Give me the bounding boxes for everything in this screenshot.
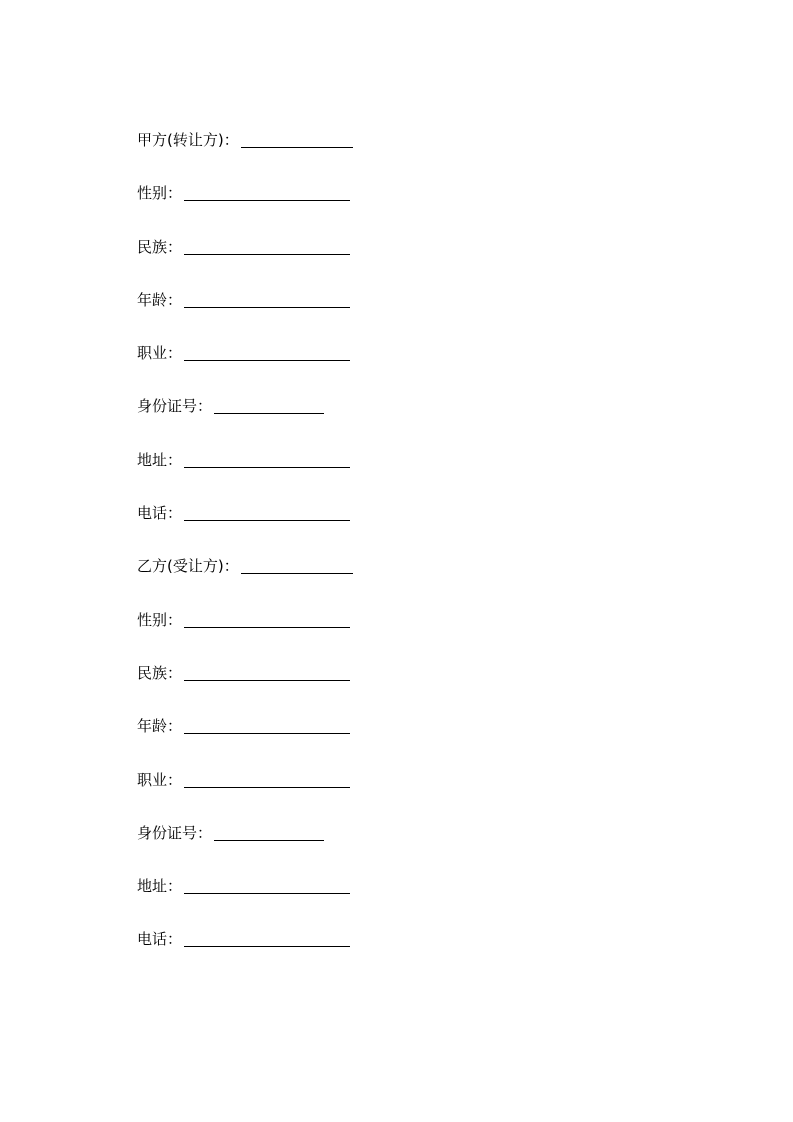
party-b-id-number-blank[interactable] [214,821,324,841]
party-b-age-row [137,714,353,767]
party-b-ethnicity-label: 民族： [137,663,183,682]
party-b-occupation-label: 职业： [137,770,183,789]
party-a-gender-label: 性别： [137,184,183,203]
party-b-gender-label: 性别： [137,610,183,629]
party-a-id-number-label: 身份证号： [137,397,213,416]
party-a-phone-row [137,501,353,554]
party-b-address-label: 地址： [137,877,183,896]
party-a-ethnicity-row [137,235,353,288]
party-a-occupation-row [137,341,353,394]
party-a-gender-row [137,181,353,234]
party-a-address-row [137,448,353,501]
party-a-age-label: 年龄： [137,290,183,309]
contract-party-fields [137,128,353,981]
party-a-title-label: 甲方(转让方)： [137,131,239,149]
party-a-id-number-row [137,394,353,447]
party-b-age-blank[interactable] [184,714,350,734]
party-b-address-blank[interactable] [184,874,350,894]
party-a-occupation-label: 职业： [137,344,183,363]
party-a-ethnicity-blank[interactable] [184,235,350,255]
party-b-name-blank[interactable] [241,554,353,574]
party-b-id-number-label: 身份证号： [137,823,213,842]
party-a-name-blank[interactable] [241,128,353,148]
party-a-title-row [137,128,353,181]
party-b-address-row [137,874,353,927]
party-b-phone-label: 电话： [137,930,183,949]
party-b-occupation-blank[interactable] [184,768,350,788]
party-b-age-label: 年龄： [137,717,183,736]
party-a-address-blank[interactable] [184,448,350,468]
party-b-id-number-row [137,821,353,874]
party-a-gender-blank[interactable] [184,181,350,201]
party-a-age-blank[interactable] [184,288,350,308]
party-b-ethnicity-blank[interactable] [184,661,350,681]
party-a-ethnicity-label: 民族： [137,237,183,256]
party-b-phone-row [137,927,353,980]
party-a-phone-label: 电话： [137,504,183,523]
party-b-title-label: 乙方(受让方)： [137,557,239,576]
party-b-ethnicity-row [137,661,353,714]
party-b-phone-blank[interactable] [184,927,350,947]
party-b-occupation-row [137,768,353,821]
party-b-title-row [137,554,353,607]
party-b-gender-row [137,608,353,661]
party-a-phone-blank[interactable] [184,501,350,521]
party-a-id-number-blank[interactable] [214,394,324,414]
party-b-gender-blank[interactable] [184,608,350,628]
party-a-address-label: 地址： [137,450,183,469]
party-a-age-row [137,288,353,341]
party-a-occupation-blank[interactable] [184,341,350,361]
